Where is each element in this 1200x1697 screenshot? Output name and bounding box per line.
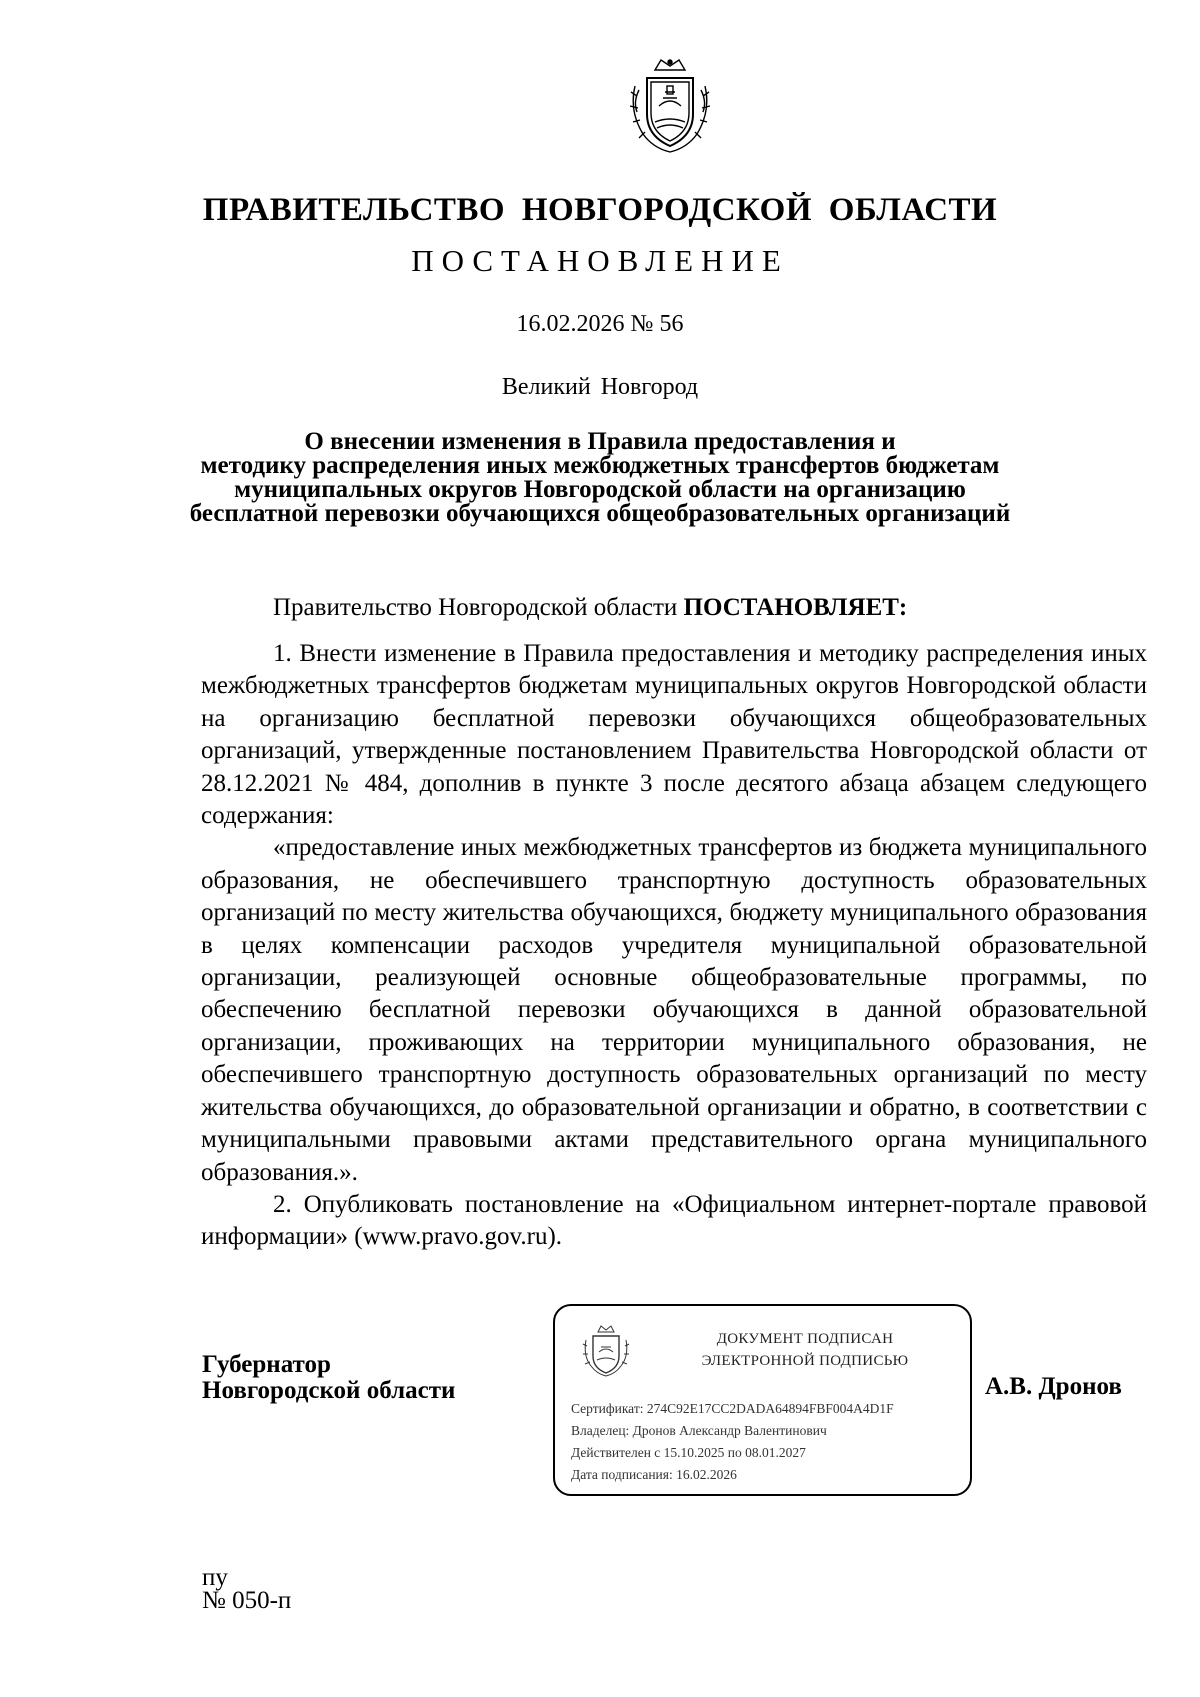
footer-line: № 050-п [202,1587,292,1614]
stamp-owner: Владелец: Дронов Александр Валентинович [571,1423,827,1438]
paragraph-quoted-amendment: «предоставление иных межбюджетных трансфертов из бюджета муниципального образования, не обеспечившего транспортную доступность образовательных организаций по месту жительства обучающихся, бюджету муниципального образования в целях компенсации расходов учредителя муниципальной образовательной организации, реализующей основные общеобразовательные программы, по обеспечению бесплатной перевозки обучающихся в данной образовательной организации, проживающих на территории муниципального образования, не обеспечившего транспортную доступность образовательных организаций по месту жительства обучающихся, до образовательной организации и обратно, в соответствии с муниципальными правовыми актами представительного органа муниципального образования.». [201,834,1147,1186]
document-heading [150,430,1050,526]
heading-line: муниципальных округов Новгородской области на организацию [234,476,966,503]
footer-code [202,1566,291,1612]
coat-of-arms-icon [625,56,715,156]
preamble-text: Правительство Новгородской области [273,594,684,621]
document-date-number: 16.02.2026 № 56 [516,311,684,337]
footer-line: пу [202,1564,228,1591]
organization-title: ПРАВИТЕЛЬСТВО НОВГОРОДСКОЙ ОБЛАСТИ [202,192,998,228]
signatory-position [202,1352,455,1404]
paragraph-clause-2: 2. Опубликовать постановление на «Официальном интернет-портале правовой информации» (www.pravo.gov.ru). [201,1190,1147,1251]
stamp-validity: Действителен с 15.10.2025 по 08.01.2027 [571,1445,806,1460]
stamp-certificate: Сертификат: 274C92E17CC2DADA64894FBF004A4D1F [571,1401,894,1416]
signatory-position-line: Губернатор [202,1351,331,1378]
stamp-signing-date: Дата подписания: 16.02.2026 [571,1467,737,1482]
electronic-signature-stamp [553,1304,972,1496]
heading-line: методику распределения иных межбюджетных трансфертов бюджетам [200,452,1000,479]
stamp-coat-of-arms-icon [581,1324,631,1378]
heading-line: бесплатной перевозки обучающихся общеобразовательных организаций [189,500,1011,527]
paragraph-clause-1: 1. Внести изменение в Правила предоставления и методику распределения иных межбюджетных трансфертов бюджетам муниципальных округов Новгородской области на организацию бесплатной перевозки обучающихся общеобразовательных организаций, утвержденные постановлением Правительства Новгородской области от 28.12.2021 № 484, дополнив в пункте 3 после десятого абзаца абзацем следующего содержания: [201,640,1147,830]
preamble [273,594,907,622]
preamble-keyword: ПОСТАНОВЛЯЕТ: [683,594,908,621]
stamp-details [571,1398,966,1486]
signatory-name: А.В. Дронов [985,1373,1122,1400]
document-body [201,638,1147,1254]
document-type: ПОСТАНОВЛЕНИЕ [411,243,789,278]
stamp-heading-line: ДОКУМЕНТ ПОДПИСАН [716,1331,894,1347]
stamp-heading [645,1328,965,1372]
stamp-heading-line: ЭЛЕКТРОННОЙ ПОДПИСЬЮ [701,1353,909,1369]
heading-line: О внесении изменения в Правила предоставления и [304,428,896,455]
document-city: Великий Новгород [501,374,699,400]
signatory-position-line: Новгородской области [202,1377,456,1404]
